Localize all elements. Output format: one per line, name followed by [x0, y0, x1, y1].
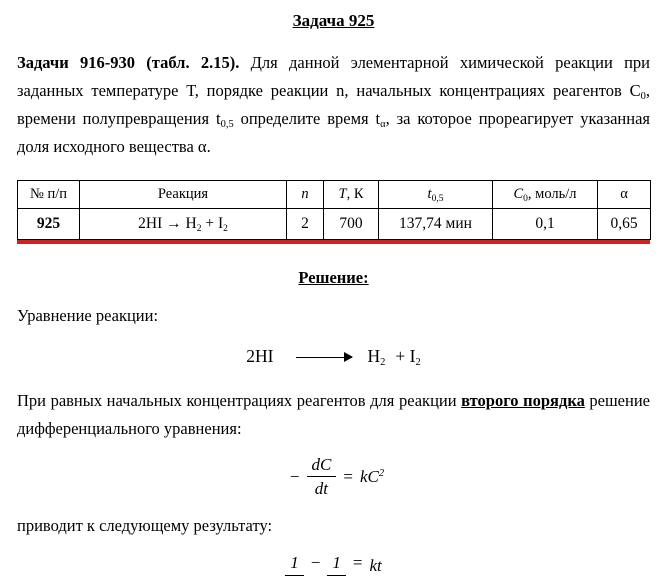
intro-text: определите время t: [233, 109, 381, 128]
equals-sign: =: [343, 466, 353, 486]
fraction-numerator: 1: [285, 552, 304, 576]
integrated-equation: [17, 552, 650, 576]
long-right-arrow-icon: [296, 357, 352, 358]
reaction-subscript: 2: [223, 224, 228, 234]
header-T-unit: , К: [346, 186, 364, 202]
fraction-dc-dt: [307, 454, 337, 499]
formula1-rhs-text: kC: [359, 466, 379, 486]
equation-product1-sub: 2: [380, 357, 386, 368]
fraction-denominator: dt: [314, 479, 329, 498]
document-page: [0, 10, 666, 576]
header-C-unit: , моль/л: [527, 186, 577, 202]
table-header-row: [18, 181, 651, 209]
intro-text: , за которое прореагирует указанная доля исходного вещества α.: [17, 109, 650, 156]
second-order-paragraph: [17, 387, 650, 443]
header-reaction: Реакция: [80, 181, 287, 209]
page-title-text: Задача 925: [292, 11, 375, 30]
result-label: приводит к следующему результату:: [17, 516, 273, 535]
formula1-rhs: [360, 467, 384, 487]
formula2-rhs-text: kt: [369, 556, 382, 575]
reaction-equation: [17, 344, 650, 368]
equation-lhs: 2HI: [246, 346, 274, 366]
formula1-exponent: 2: [378, 467, 385, 479]
solution-heading-text: Решение:: [298, 268, 369, 287]
equation-product2-sub: 2: [415, 357, 421, 368]
cell-problem-number: 925: [18, 209, 80, 240]
para2-text: решение дифференциального уравнения:: [17, 391, 650, 438]
minus-sign: −: [289, 466, 300, 486]
equation-product2: + I: [395, 346, 416, 366]
fraction-numerator: 1: [327, 552, 346, 576]
intro-text: Для данной элементарной химической реакции при заданных температуре Т, порядке реакции n, начальных концентрациях реагентов С: [17, 53, 650, 100]
reaction-subscript: 2: [196, 224, 202, 234]
second-order-emphasis: второго порядка: [461, 391, 585, 410]
header-concentration: [493, 181, 598, 209]
header-T-symbol: T: [338, 186, 347, 202]
intro-text: , времени полупревращения t: [17, 81, 650, 128]
page-title: [17, 10, 650, 32]
header-alpha: α: [598, 181, 651, 209]
para2-text: При равных начальных концентрациях реагентов для реакции: [17, 391, 462, 410]
intro-sub-c0: 0: [640, 91, 646, 102]
equation-product1: H: [367, 346, 381, 366]
intro-paragraph: [17, 49, 650, 161]
cell-n: 2: [287, 209, 324, 240]
cell-temperature: 700: [324, 209, 379, 240]
cell-concentration: 0,1: [493, 209, 598, 240]
header-halftime: [379, 181, 493, 209]
reaction-text: + I: [201, 215, 224, 232]
formula2-rhs: [369, 556, 381, 576]
header-n-text: n: [301, 186, 309, 202]
intro-bold-lead: Задачи 916-930 (табл. 2.15).: [17, 53, 240, 72]
equals-sign: =: [352, 553, 363, 572]
cell-halftime: 137,74 мин: [379, 209, 493, 240]
header-temperature: [324, 181, 379, 209]
fraction-numerator: dC: [307, 454, 337, 477]
header-t-symbol: t: [427, 186, 432, 202]
reaction-text: 2HI → H: [138, 215, 197, 232]
header-t-subscript: 0,5: [431, 194, 444, 204]
table-row: [18, 209, 651, 240]
header-C-subscript: 0: [523, 194, 528, 204]
header-num: № п/п: [18, 181, 80, 209]
minus-sign: −: [310, 553, 321, 572]
differential-equation: [17, 454, 650, 499]
intro-sub-t05: 0,5: [220, 119, 234, 130]
cell-reaction: [80, 209, 287, 240]
header-C-symbol: C: [513, 186, 524, 202]
intro-sub-talpha: α: [380, 119, 386, 130]
equation-label: Уравнение реакции:: [17, 306, 159, 325]
solution-heading: [17, 267, 650, 289]
red-divider-line: [17, 240, 650, 244]
fraction-one-over-c0: [327, 552, 346, 576]
cell-alpha: 0,65: [598, 209, 651, 240]
header-n: [287, 181, 324, 209]
fraction-one-over-c: [285, 552, 304, 576]
problem-data-table: [17, 180, 651, 240]
